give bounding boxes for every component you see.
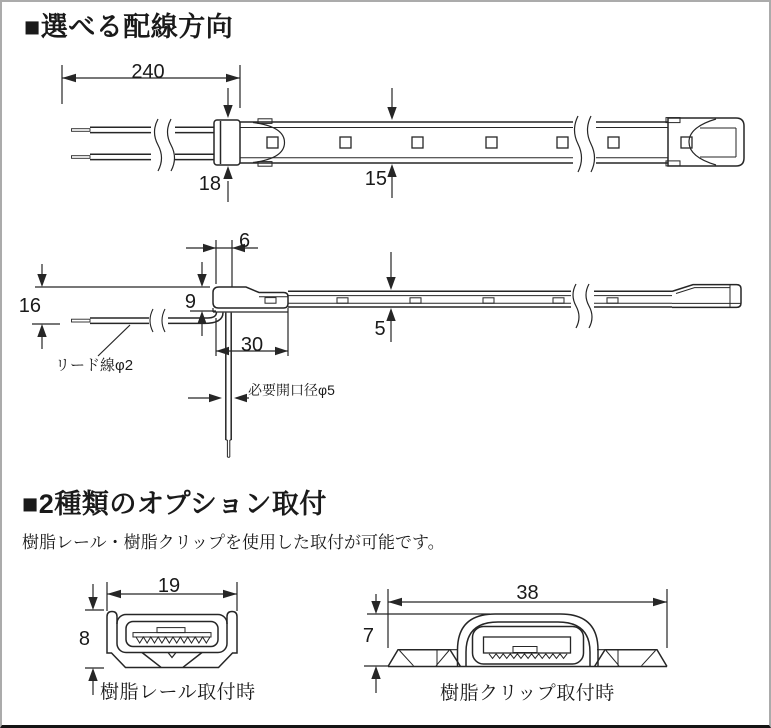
section-options-title: ■2種類のオプション取付: [22, 489, 327, 519]
vertical-lead-wire: [226, 313, 231, 458]
strip-body-side: [288, 291, 672, 307]
dim-strip-width: 15: [364, 168, 387, 190]
label-required-opening: 必要開口径φ5: [248, 382, 335, 398]
side-view-drawing: [32, 240, 741, 457]
rail-cross-section: [85, 582, 237, 695]
caption-clip-mounting: 樹脂クリップ取付時: [440, 683, 615, 704]
connector-top: [214, 120, 240, 165]
dim-connector-drop: 9: [184, 291, 196, 313]
dim-strip-thickness: 5: [374, 318, 386, 340]
dim-connector-height: 18: [198, 173, 221, 195]
dim-bend-width: 6: [239, 230, 251, 252]
led-chips: [267, 137, 692, 148]
dim-connector-length: 30: [240, 334, 264, 356]
clip-cross-section: [364, 589, 667, 693]
dim-clip-width: 38: [516, 582, 539, 604]
section-wiring-title: ■選べる配線方向: [24, 12, 234, 42]
section-options-description: 樹脂レール・樹脂クリップを使用した取付が可能です。: [22, 533, 445, 552]
caption-rail-mounting: 樹脂レール取付時: [100, 682, 256, 703]
strip-body-top: [240, 122, 668, 163]
label-lead-wire: リード線φ2: [55, 357, 134, 374]
end-cap-side: [672, 285, 741, 308]
dim-lead-length: 240: [131, 61, 165, 83]
connector-side: [213, 287, 288, 312]
dim-total-height: 16: [18, 295, 41, 317]
dim-rail-height: 8: [78, 628, 90, 650]
end-cap-top: [666, 118, 744, 166]
top-view-drawing: [62, 65, 744, 202]
dim-clip-height: 7: [362, 625, 374, 647]
dim-rail-width: 19: [157, 575, 181, 597]
